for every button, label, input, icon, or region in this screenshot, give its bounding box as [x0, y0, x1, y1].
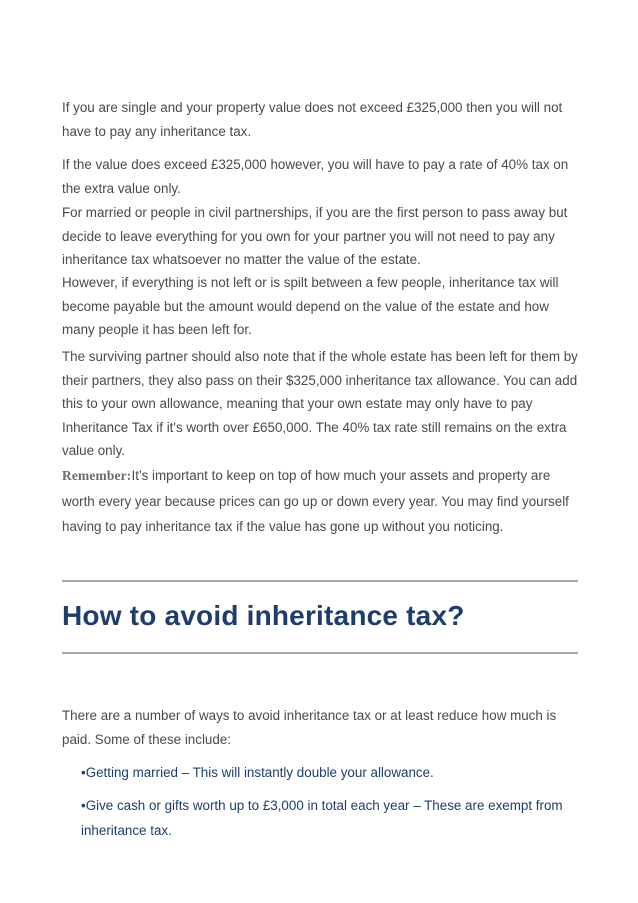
paragraph-split-estate: However, if everything is not left or is spilt between a few people, inheritance tax will become payable but the amount would depend on the value of the estate and how many people it has been left for. — [62, 275, 559, 337]
heading-top-divider — [62, 580, 578, 582]
heading-bottom-divider — [62, 652, 578, 654]
list-item: •Getting married – This will instantly double your allowance. — [81, 765, 434, 780]
paragraph-married-partners: For married or people in civil partnerships, if you are the first person to pass away but decide to leave everything for you own for your partner you will not need to pay any inheritance tax whatsoever no matter the value of the estate. — [62, 205, 568, 267]
paragraph-surviving-partner: The surviving partner should also note that if the whole estate has been left for them by their partners, they also pass on their $325,000 inheritance tax allowance. You can add this to your own allowance, meaning that your own estate may only have to pay Inheritance Tax if it's worth over £650,000. The 40% tax rate still remains on the extra value only. — [62, 349, 578, 458]
remember-label: Remember: — [62, 468, 132, 483]
paragraph-single-threshold: If you are single and your property value does not exceed £325,000 then you will not have to pay any inheritance tax. — [62, 100, 563, 139]
remember-text: It’s important to keep on top of how much your assets and property are worth every year because prices can go up or down every year. You may find yourself having to pay inheritance tax if the value has gone up without you noticing. — [62, 468, 569, 534]
section-intro: There are a number of ways to avoid inheritance tax or at least reduce how much is paid. Some of these include: — [62, 708, 557, 747]
list-item: •Give cash or gifts worth up to £3,000 in total each year – These are exempt from inheritance tax. — [81, 798, 563, 838]
paragraph-exceed-rate: If the value does exceed £325,000 however, you will have to pay a rate of 40% tax on the extra value only. — [62, 157, 569, 196]
section-heading: How to avoid inheritance tax? — [62, 600, 465, 631]
paragraph-remember — [62, 463, 582, 540]
